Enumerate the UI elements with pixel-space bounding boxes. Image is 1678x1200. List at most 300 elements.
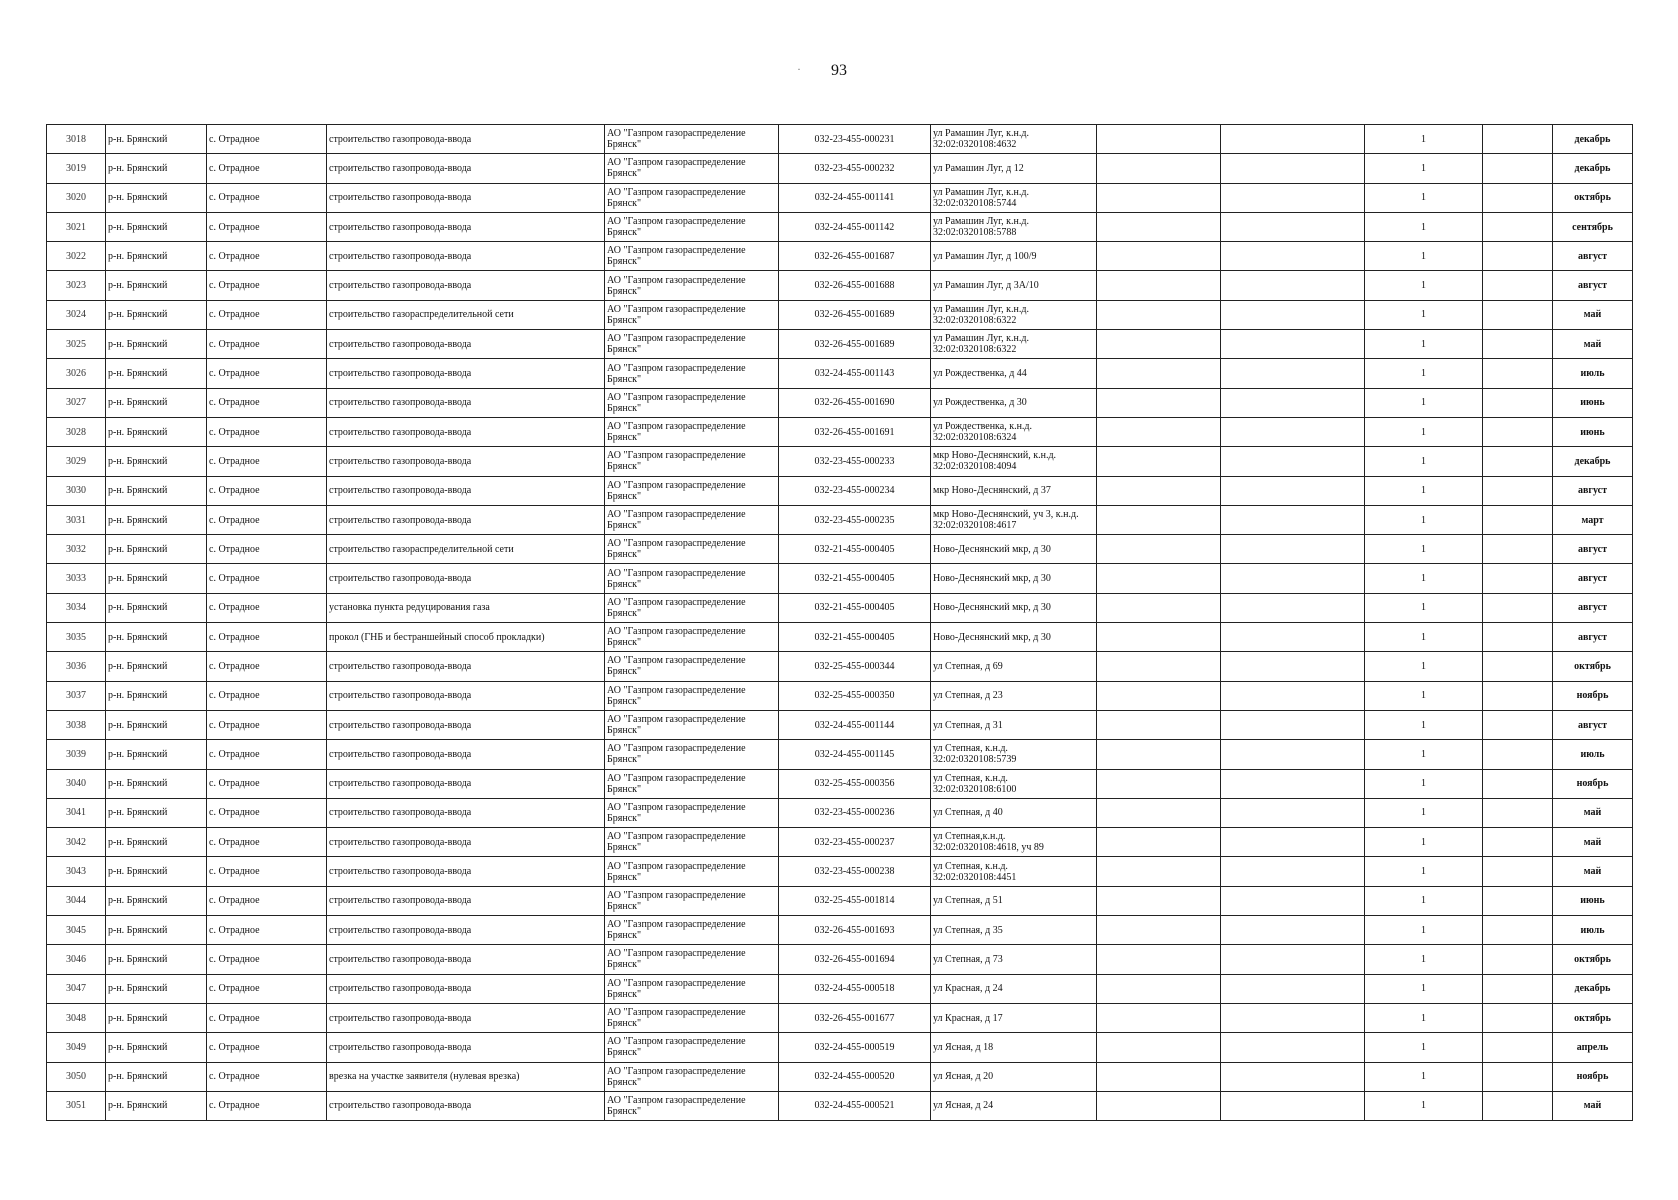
table-row	[47, 681, 1633, 710]
organization-cell-line-2: Брянск"	[607, 520, 642, 531]
address-cell-line-2: 32:02:0320108:5788	[933, 227, 1017, 239]
empty-cell	[1483, 535, 1553, 564]
empty-cell	[1221, 476, 1365, 505]
empty-cell	[1483, 945, 1553, 974]
address-cell-line-1: Ново-Деснянский мкр, д 30	[933, 543, 1051, 555]
work-type-cell: строительство газопровода-ввода	[327, 417, 605, 446]
organization-cell	[605, 769, 779, 798]
empty-cell	[1483, 212, 1553, 241]
organization-cell	[605, 300, 779, 329]
district-cell: р-н. Брянский	[106, 271, 207, 300]
table-row	[47, 916, 1633, 945]
row-number-cell: 3021	[47, 212, 106, 241]
application-code-cell: 032-23-455-000231	[779, 125, 931, 154]
address-cell-line-1: ул Рамашин Луг, д 100/9	[933, 250, 1037, 262]
village-cell: с. Отрадное	[207, 212, 327, 241]
address-cell-line-1: ул Степная, д 51	[933, 895, 1003, 907]
empty-cell	[1483, 125, 1553, 154]
village-cell: с. Отрадное	[207, 242, 327, 271]
application-code-cell: 032-24-455-001143	[779, 359, 931, 388]
address-cell	[931, 447, 1097, 476]
empty-cell	[1097, 388, 1221, 417]
application-code-cell: 032-25-455-000350	[779, 681, 931, 710]
organization-cell	[605, 1003, 779, 1032]
village-cell: с. Отрадное	[207, 945, 327, 974]
address-cell	[931, 330, 1097, 359]
work-type-cell: прокол (ГНБ и бестраншейный способ прокладки)	[327, 623, 605, 652]
table-row	[47, 476, 1633, 505]
district-cell: р-н. Брянский	[106, 154, 207, 183]
organization-cell-line-2: Брянск"	[607, 344, 642, 356]
village-cell: с. Отрадное	[207, 476, 327, 505]
organization-cell	[605, 623, 779, 652]
work-type-cell: строительство газопровода-ввода	[327, 798, 605, 827]
work-type-cell: строительство газопровода-ввода	[327, 359, 605, 388]
organization-cell	[605, 535, 779, 564]
empty-cell	[1483, 183, 1553, 212]
organization-cell-line-2: Брянск"	[607, 432, 642, 444]
address-cell-line-1: ул Рамашин Луг, к.н.д.	[933, 216, 1029, 228]
address-cell-line-2: 32:02:0320108:6100	[933, 783, 1017, 795]
quantity-cell: 1	[1365, 857, 1483, 886]
work-type-cell: строительство газопровода-ввода	[327, 212, 605, 241]
empty-cell	[1097, 417, 1221, 446]
address-cell-line-1: Ново-Деснянский мкр, д 30	[933, 602, 1051, 614]
empty-cell	[1097, 447, 1221, 476]
address-cell-line-1: ул Степная, к.н.д.	[933, 743, 1008, 755]
organization-cell	[605, 857, 779, 886]
quantity-cell: 1	[1365, 798, 1483, 827]
district-cell: р-н. Брянский	[106, 505, 207, 534]
work-type-cell: строительство газопровода-ввода	[327, 945, 605, 974]
table-row	[47, 974, 1633, 1003]
empty-cell	[1097, 1062, 1221, 1091]
empty-cell	[1097, 652, 1221, 681]
quantity-cell: 1	[1365, 330, 1483, 359]
row-number-cell: 3032	[47, 535, 106, 564]
month-cell: июль	[1553, 359, 1633, 388]
organization-cell-line-1: АО "Газпром газораспределение	[607, 274, 746, 286]
organization-cell-line-1: АО "Газпром газораспределение	[607, 391, 746, 403]
table-row	[47, 857, 1633, 886]
row-number-cell: 3035	[47, 623, 106, 652]
quantity-cell: 1	[1365, 623, 1483, 652]
district-cell: р-н. Брянский	[106, 300, 207, 329]
village-cell: с. Отрадное	[207, 828, 327, 857]
district-cell: р-н. Брянский	[106, 330, 207, 359]
organization-cell-line-2: Брянск"	[607, 139, 642, 151]
organization-cell-line-2: Брянск"	[607, 959, 642, 971]
district-cell: р-н. Брянский	[106, 886, 207, 915]
month-cell: июнь	[1553, 417, 1633, 446]
empty-cell	[1097, 828, 1221, 857]
organization-cell-line-1: АО "Газпром газораспределение	[607, 186, 746, 198]
table-row	[47, 710, 1633, 739]
organization-cell-line-2: Брянск"	[607, 988, 642, 1000]
application-code-cell: 032-25-455-000344	[779, 652, 931, 681]
month-cell: май	[1553, 1091, 1633, 1120]
table-row	[47, 564, 1633, 593]
organization-cell	[605, 183, 779, 212]
empty-cell	[1483, 242, 1553, 271]
empty-cell	[1483, 330, 1553, 359]
district-cell: р-н. Брянский	[106, 1003, 207, 1032]
row-number-cell: 3025	[47, 330, 106, 359]
organization-cell	[605, 564, 779, 593]
empty-cell	[1483, 652, 1553, 681]
month-cell: август	[1553, 710, 1633, 739]
district-cell: р-н. Брянский	[106, 417, 207, 446]
table-row	[47, 154, 1633, 183]
empty-cell	[1483, 1003, 1553, 1032]
organization-cell-line-1: АО "Газпром газораспределение	[607, 538, 746, 550]
quantity-cell: 1	[1365, 476, 1483, 505]
row-number-cell: 3036	[47, 652, 106, 681]
quantity-cell: 1	[1365, 886, 1483, 915]
organization-cell-line-2: Брянск"	[607, 1018, 642, 1030]
empty-cell	[1483, 359, 1553, 388]
empty-cell	[1483, 681, 1553, 710]
quantity-cell: 1	[1365, 212, 1483, 241]
work-type-cell: строительство газопровода-ввода	[327, 125, 605, 154]
address-cell-line-1: ул Рождественка, к.н.д.	[933, 421, 1033, 433]
empty-cell	[1097, 476, 1221, 505]
address-cell	[931, 388, 1097, 417]
empty-cell	[1097, 271, 1221, 300]
empty-cell	[1097, 710, 1221, 739]
address-cell-line-1: мкр Ново-Деснянский, уч 3, к.н.д.	[933, 509, 1079, 520]
application-code-cell: 032-24-455-001142	[779, 212, 931, 241]
organization-cell	[605, 271, 779, 300]
quantity-cell: 1	[1365, 1062, 1483, 1091]
organization-cell-line-2: Брянск"	[607, 402, 642, 414]
address-cell	[931, 476, 1097, 505]
district-cell: р-н. Брянский	[106, 359, 207, 388]
district-cell: р-н. Брянский	[106, 710, 207, 739]
district-cell: р-н. Брянский	[106, 593, 207, 622]
application-code-cell: 032-23-455-000232	[779, 154, 931, 183]
empty-cell	[1097, 535, 1221, 564]
organization-cell-line-2: Брянск"	[607, 725, 642, 737]
quantity-cell: 1	[1365, 974, 1483, 1003]
empty-cell	[1097, 593, 1221, 622]
empty-cell	[1221, 652, 1365, 681]
district-cell: р-н. Брянский	[106, 476, 207, 505]
work-type-cell: строительство газопровода-ввода	[327, 242, 605, 271]
empty-cell	[1483, 154, 1553, 183]
address-cell	[931, 857, 1097, 886]
organization-cell-line-2: Брянск"	[607, 871, 642, 883]
empty-cell	[1483, 857, 1553, 886]
organization-cell-line-2: Брянск"	[607, 256, 642, 268]
village-cell: с. Отрадное	[207, 535, 327, 564]
organization-cell-line-1: АО "Газпром газораспределение	[607, 1007, 746, 1019]
table-row	[47, 623, 1633, 652]
village-cell: с. Отрадное	[207, 183, 327, 212]
empty-cell	[1483, 300, 1553, 329]
address-cell	[931, 154, 1097, 183]
application-code-cell: 032-26-455-001694	[779, 945, 931, 974]
empty-cell	[1221, 330, 1365, 359]
address-cell	[931, 359, 1097, 388]
application-code-cell: 032-26-455-001693	[779, 916, 931, 945]
empty-cell	[1221, 857, 1365, 886]
month-cell: декабрь	[1553, 974, 1633, 1003]
row-number-cell: 3037	[47, 681, 106, 710]
empty-cell	[1483, 271, 1553, 300]
address-cell-line-1: ул Степная, д 73	[933, 953, 1003, 965]
village-cell: с. Отрадное	[207, 652, 327, 681]
organization-cell-line-2: Брянск"	[607, 168, 642, 180]
row-number-cell: 3030	[47, 476, 106, 505]
empty-cell	[1483, 447, 1553, 476]
quantity-cell: 1	[1365, 740, 1483, 769]
empty-cell	[1221, 974, 1365, 1003]
table-row	[47, 417, 1633, 446]
row-number-cell: 3046	[47, 945, 106, 974]
empty-cell	[1221, 359, 1365, 388]
row-number-cell: 3048	[47, 1003, 106, 1032]
month-cell: ноябрь	[1553, 769, 1633, 798]
work-type-cell: строительство газопровода-ввода	[327, 886, 605, 915]
table-row	[47, 1003, 1633, 1032]
district-cell: р-н. Брянский	[106, 388, 207, 417]
empty-cell	[1221, 945, 1365, 974]
empty-cell	[1221, 623, 1365, 652]
empty-cell	[1221, 212, 1365, 241]
table-row	[47, 652, 1633, 681]
organization-cell-line-1: АО "Газпром газораспределение	[607, 333, 746, 345]
organization-cell	[605, 828, 779, 857]
work-type-cell: строительство газопровода-ввода	[327, 154, 605, 183]
empty-cell	[1483, 710, 1553, 739]
application-code-cell: 032-25-455-001814	[779, 886, 931, 915]
quantity-cell: 1	[1365, 769, 1483, 798]
month-cell: август	[1553, 271, 1633, 300]
organization-cell-line-2: Брянск"	[607, 1047, 642, 1059]
row-number-cell: 3042	[47, 828, 106, 857]
organization-cell-line-2: Брянск"	[607, 783, 642, 795]
organization-cell	[605, 359, 779, 388]
row-number-cell: 3029	[47, 447, 106, 476]
month-cell: декабрь	[1553, 447, 1633, 476]
address-cell-line-1: мкр Ново-Деснянский, к.н.д.	[933, 450, 1057, 462]
empty-cell	[1483, 916, 1553, 945]
empty-cell	[1221, 1003, 1365, 1032]
work-type-cell: строительство газопровода-ввода	[327, 505, 605, 534]
empty-cell	[1483, 886, 1553, 915]
application-code-cell: 032-24-455-001144	[779, 710, 931, 739]
row-number-cell: 3049	[47, 1033, 106, 1062]
organization-cell-line-1: АО "Газпром газораспределение	[607, 479, 746, 491]
village-cell: с. Отрадное	[207, 125, 327, 154]
application-code-cell: 032-26-455-001690	[779, 388, 931, 417]
row-number-cell: 3022	[47, 242, 106, 271]
organization-cell-line-2: Брянск"	[607, 549, 642, 561]
organization-cell	[605, 916, 779, 945]
empty-cell	[1483, 798, 1553, 827]
month-cell: декабрь	[1553, 154, 1633, 183]
empty-cell	[1097, 300, 1221, 329]
month-cell: декабрь	[1553, 125, 1633, 154]
organization-cell-line-2: Брянск"	[607, 637, 642, 649]
month-cell: август	[1553, 242, 1633, 271]
row-number-cell: 3039	[47, 740, 106, 769]
empty-cell	[1221, 681, 1365, 710]
organization-cell	[605, 125, 779, 154]
month-cell: октябрь	[1553, 183, 1633, 212]
district-cell: р-н. Брянский	[106, 740, 207, 769]
empty-cell	[1483, 593, 1553, 622]
row-number-cell: 3043	[47, 857, 106, 886]
work-type-cell: строительство газораспределительной сети	[327, 300, 605, 329]
quantity-cell: 1	[1365, 1033, 1483, 1062]
month-cell: июль	[1553, 740, 1633, 769]
village-cell: с. Отрадное	[207, 330, 327, 359]
village-cell: с. Отрадное	[207, 359, 327, 388]
organization-cell-line-2: Брянск"	[607, 461, 642, 473]
work-type-cell: строительство газопровода-ввода	[327, 1003, 605, 1032]
address-cell	[931, 1033, 1097, 1062]
table-row	[47, 271, 1633, 300]
village-cell: с. Отрадное	[207, 916, 327, 945]
district-cell: р-н. Брянский	[106, 828, 207, 857]
quantity-cell: 1	[1365, 593, 1483, 622]
organization-cell-line-1: АО "Газпром газораспределение	[607, 889, 746, 901]
address-cell	[931, 916, 1097, 945]
month-cell: октябрь	[1553, 945, 1633, 974]
address-cell-line-2: 32:02:0320108:6322	[933, 344, 1017, 356]
address-cell	[931, 1091, 1097, 1120]
empty-cell	[1483, 417, 1553, 446]
empty-cell	[1483, 476, 1553, 505]
empty-cell	[1221, 1091, 1365, 1120]
address-cell-line-1: ул Рамашин Луг, к.н.д.	[933, 186, 1029, 198]
work-type-cell: строительство газопровода-ввода	[327, 916, 605, 945]
quantity-cell: 1	[1365, 828, 1483, 857]
row-number-cell: 3034	[47, 593, 106, 622]
address-cell	[931, 974, 1097, 1003]
empty-cell	[1097, 154, 1221, 183]
organization-cell	[605, 945, 779, 974]
work-type-cell: строительство газопровода-ввода	[327, 1033, 605, 1062]
address-cell	[931, 1003, 1097, 1032]
empty-cell	[1221, 447, 1365, 476]
month-cell: май	[1553, 828, 1633, 857]
row-number-cell: 3040	[47, 769, 106, 798]
quantity-cell: 1	[1365, 1091, 1483, 1120]
address-cell	[931, 535, 1097, 564]
empty-cell	[1221, 710, 1365, 739]
organization-cell-line-2: Брянск"	[607, 607, 642, 619]
work-type-cell: строительство газораспределительной сети	[327, 535, 605, 564]
application-code-cell: 032-21-455-000405	[779, 564, 931, 593]
village-cell: с. Отрадное	[207, 1062, 327, 1091]
row-number-cell: 3027	[47, 388, 106, 417]
quantity-cell: 1	[1365, 388, 1483, 417]
empty-cell	[1483, 769, 1553, 798]
empty-cell	[1097, 125, 1221, 154]
village-cell: с. Отрадное	[207, 769, 327, 798]
organization-cell-line-2: Брянск"	[607, 754, 642, 766]
empty-cell	[1221, 242, 1365, 271]
district-cell: р-н. Брянский	[106, 916, 207, 945]
application-code-cell: 032-26-455-001689	[779, 300, 931, 329]
month-cell: октябрь	[1553, 652, 1633, 681]
empty-cell	[1097, 681, 1221, 710]
quantity-cell: 1	[1365, 1003, 1483, 1032]
empty-cell	[1483, 1062, 1553, 1091]
organization-cell-line-1: АО "Газпром газораспределение	[607, 128, 746, 140]
table-row	[47, 593, 1633, 622]
work-type-cell: строительство газопровода-ввода	[327, 330, 605, 359]
row-number-cell: 3023	[47, 271, 106, 300]
address-cell	[931, 740, 1097, 769]
district-cell: р-н. Брянский	[106, 974, 207, 1003]
organization-cell	[605, 710, 779, 739]
work-type-cell: строительство газопровода-ввода	[327, 710, 605, 739]
month-cell: апрель	[1553, 1033, 1633, 1062]
address-cell-line-1: ул Степная, д 35	[933, 924, 1003, 936]
address-cell-line-1: ул Степная, к.н.д.	[933, 772, 1008, 784]
organization-cell-line-1: АО "Газпром газораспределение	[607, 596, 746, 608]
empty-cell	[1483, 1091, 1553, 1120]
empty-cell	[1221, 183, 1365, 212]
quantity-cell: 1	[1365, 652, 1483, 681]
table-row	[47, 183, 1633, 212]
district-cell: р-н. Брянский	[106, 447, 207, 476]
district-cell: р-н. Брянский	[106, 857, 207, 886]
empty-cell	[1483, 564, 1553, 593]
address-cell-line-1: ул Рамашин Луг, д 12	[933, 162, 1024, 174]
empty-cell	[1221, 300, 1365, 329]
organization-cell-line-1: АО "Газпром газораспределение	[607, 831, 746, 843]
application-code-cell: 032-23-455-000237	[779, 828, 931, 857]
organization-cell-line-2: Брянск"	[607, 373, 642, 385]
empty-cell	[1483, 505, 1553, 534]
empty-cell	[1097, 1091, 1221, 1120]
application-code-cell: 032-26-455-001689	[779, 330, 931, 359]
organization-cell-line-1: АО "Газпром газораспределение	[607, 509, 746, 520]
village-cell: с. Отрадное	[207, 798, 327, 827]
empty-cell	[1097, 769, 1221, 798]
work-type-cell: строительство газопровода-ввода	[327, 974, 605, 1003]
table-row	[47, 447, 1633, 476]
organization-cell	[605, 447, 779, 476]
address-cell-line-1: ул Красная, д 24	[933, 983, 1003, 995]
month-cell: май	[1553, 300, 1633, 329]
table-row	[47, 1033, 1633, 1062]
address-cell-line-2: 32:02:0320108:6324	[933, 432, 1017, 444]
organization-cell-line-2: Брянск"	[607, 930, 642, 942]
empty-cell	[1221, 154, 1365, 183]
application-code-cell: 032-23-455-000236	[779, 798, 931, 827]
address-cell-line-1: ул Рамашин Луг, к.н.д.	[933, 303, 1029, 315]
organization-cell-line-1: АО "Газпром газораспределение	[607, 1094, 746, 1106]
application-code-cell: 032-24-455-000518	[779, 974, 931, 1003]
application-code-cell: 032-26-455-001677	[779, 1003, 931, 1032]
empty-cell	[1483, 1033, 1553, 1062]
work-type-cell: строительство газопровода-ввода	[327, 564, 605, 593]
district-cell: р-н. Брянский	[106, 945, 207, 974]
address-cell-line-1: ул Степная, к.н.д.	[933, 860, 1008, 872]
application-code-cell: 032-26-455-001687	[779, 242, 931, 271]
table-row	[47, 212, 1633, 241]
application-code-cell: 032-23-455-000235	[779, 505, 931, 534]
empty-cell	[1483, 974, 1553, 1003]
work-type-cell: строительство газопровода-ввода	[327, 740, 605, 769]
quantity-cell: 1	[1365, 681, 1483, 710]
